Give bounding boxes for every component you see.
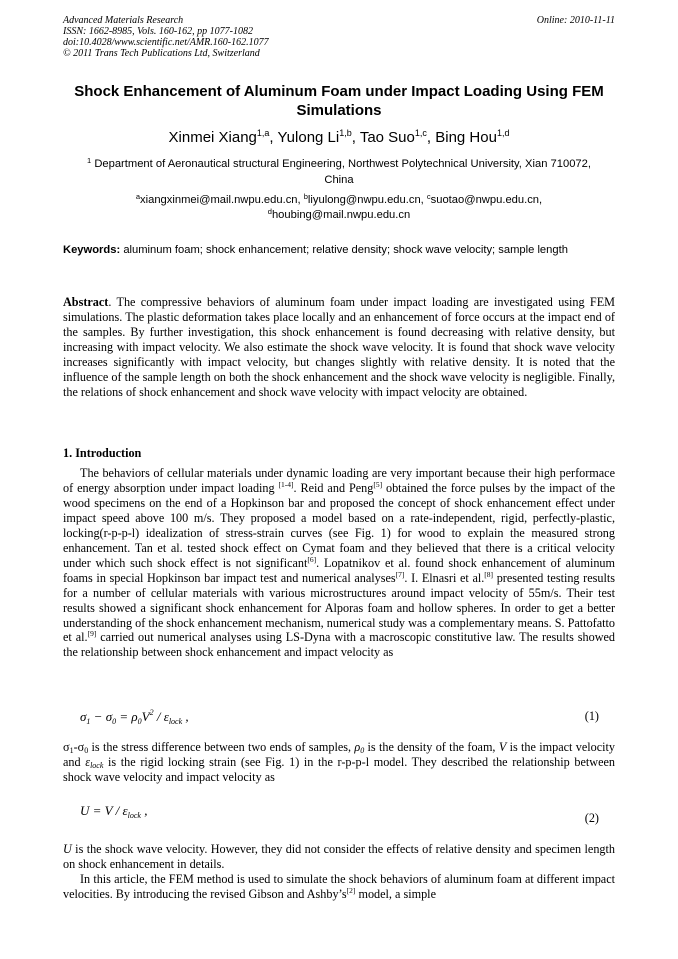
author-list: Xinmei Xiang$^{1,a}$, Yulong Li$^{1,b}$, Tao Suo$^{1,c}$, Bing Hou$^{1,d}$ [168,128,510,146]
para-text: is the impact velocity and [63,740,615,769]
intro-text: carried out numerical analyses using LS-Dyna with a macroscopic constitutive law. The results showed the relationship between shock enhancement and impact velocity as [63,630,616,660]
para-text: is the stress difference between two ends of samples, [88,740,355,754]
author-name: Xinmei Xiang [168,129,257,146]
keywords [63,242,615,258]
author-sup: 1,a [256,128,270,138]
online-date: Online: 2010-11-11 [536,15,615,26]
citation[interactable]: [9] [87,629,97,639]
abstract-text: . The compressive behaviors of aluminum foam under impact loading are investigated using FEM simulations. The plastic deformation takes place locally and an enhancement of force occurs at the impact end of the samples. By further investigation, this shock enhancement is found decreasing with relative density, but increasing with impact velocity. We also estimate the shock wave velocity. It is found that shock wave velocity increases significantly with impact velocity, but changes slightly with relative density. It is noted that the influence of the sample length on both the shock enhancement and the shock wave velocity is negligible. Finally, the relations of shock enhancement and shock wave velocity with impact velocity are obtained. [63,295,615,399]
para-text: is the density of the foam, [364,740,499,754]
email-link[interactable]: suotao@nwpu.edu.cn, [430,194,543,206]
equation-explanation-paragraph: $\sigma_1-\sigma_0$ is the stress difference between two ends of samples, $\rho_0$ is the density of the foam, V is the impact velocity and $\varepsilon_{lock}$ is the rigid locking strain (see Fig. 1) in the r-p-p-l model. They described the relationship between shock wave velocity and impact velocity as [63,740,615,784]
intro-text: . Reid and Peng [293,480,374,495]
email-sup: a [135,192,141,201]
equation-1-expression: $\sigma_1 - \sigma_0 = \rho_0V^2 / \varepsilon_{lock}$ , [80,708,189,726]
author-name: Yulong Li [277,129,340,146]
equation-2-number: (2) [584,811,599,825]
equation-1-number: (1) [584,709,599,723]
intro-text: The behaviors of cellular materials under dynamic loading are very important because their high performace of energy absorption under impact loading [63,466,615,495]
equation-1 [63,709,615,729]
equation-2-expression: $U = V / \varepsilon_{lock}$ , [80,803,148,820]
citation[interactable]: [5] [373,479,383,489]
intro-text: . Lopatnikov et al. found shock enhancement of aluminum foams in special Hopkinson bar impact test and numerical analyses [63,555,615,585]
author-sup: 1,d [496,128,510,138]
copyright-line: © 2011 Trans Tech Publications Ltd, Switzerland [63,48,260,59]
citation[interactable]: [7] [395,569,405,579]
intro-text: . I. Elnasri et al. [404,570,485,585]
shock-velocity-paragraph: U is the shock wave velocity. However, they did not consider the effects of relative density and specimen length on shock enhancement in details. [63,842,615,871]
journal-name: Advanced Materials Research [63,15,184,26]
section-heading-introduction: 1. Introduction [63,446,142,460]
para-text: is the rigid locking strain (see Fig. 1) in the r-p-p-l model. They described the relationship between shock wave velocity and impact velocity as [63,754,615,784]
email-link[interactable]: houbing@mail.nwpu.edu.cn [271,209,411,221]
abstract-label: Abstract [63,295,109,309]
affiliation-sup: 1 [87,156,92,165]
intro-text: obtained the force pulses by the impact of the wood specimens on the end of a Hopkinson bar and proposed the concept of shock enhancement effect under impact speed above 100 m/s. They proposed a model based on a rate-independent, rigid, perfectly-plastic, locking(r-p-p-l) idealization of stress-strain curves (see Fig. 1) for wood to explain the measured strong enhancement. Tan et al. tested shock effect on Cymat foam and they believed that there is a critical velocity under which such shock effect is not significant [63,480,615,570]
keywords-label: Keywords: [63,244,121,256]
paper-title: Shock Enhancement of Aluminum Foam under Impact Loading Using FEM Simulations [74,83,604,119]
email-sup: b [303,192,308,201]
para-text: model, a simple [355,886,436,901]
issn-line: ISSN: 1662-8985, Vols. 160-162, pp 1077-1082 [63,26,253,37]
journal-header [63,15,615,59]
email-sup: d [267,207,272,216]
doi-line[interactable]: doi:10.4028/www.scientific.net/AMR.160-162.1077 [63,37,269,48]
email-link[interactable]: xiangxinmei@mail.nwpu.edu.cn, [140,194,301,206]
article-scope-paragraph [63,872,615,902]
email-link[interactable]: liyulong@nwpu.edu.cn, [307,194,424,206]
affiliation [78,156,600,188]
author-sup: 1,b [339,128,352,138]
author-sup: 1,c [414,128,427,138]
equation-2 [63,803,615,823]
email-sup: c [426,192,431,201]
author-name: Bing Hou [435,129,497,146]
affiliation-text: Department of Aeronautical structural Engineering, Northwest Polytechnical University, Xian 710072, China [94,158,591,186]
email-list [63,193,615,223]
abstract [63,295,615,400]
citation[interactable]: [8] [484,569,494,579]
para-text: is the shock wave velocity. However, they did not consider the effects of relative density and specimen length on shock enhancement in details. [63,842,615,871]
intro-paragraph [63,466,615,660]
intro-text: presented testing results for a number of cellular materials with various microstructures around impact velocity of 55m/s. Their test results showed a significant shock enhancement for Alporas foam and hollow spheres. In order to get a better understanding of the shock enhancement mechanism, numerical study was a complementary means. S. Pattofatto et al. [63,570,615,645]
author-name: Tao Suo [359,129,415,146]
citation[interactable]: [6] [307,554,317,564]
keywords-text: aluminum foam; shock enhancement; relative density; shock wave velocity; sample length [123,244,568,256]
para-text: In this article, the FEM method is used to simulate the shock behaviors of aluminum foam at different impact velocities. By introducing the revised Gibson and Ashby’s [63,872,615,901]
citation[interactable]: [2] [346,885,356,895]
citation[interactable]: [1-4] [278,479,294,489]
